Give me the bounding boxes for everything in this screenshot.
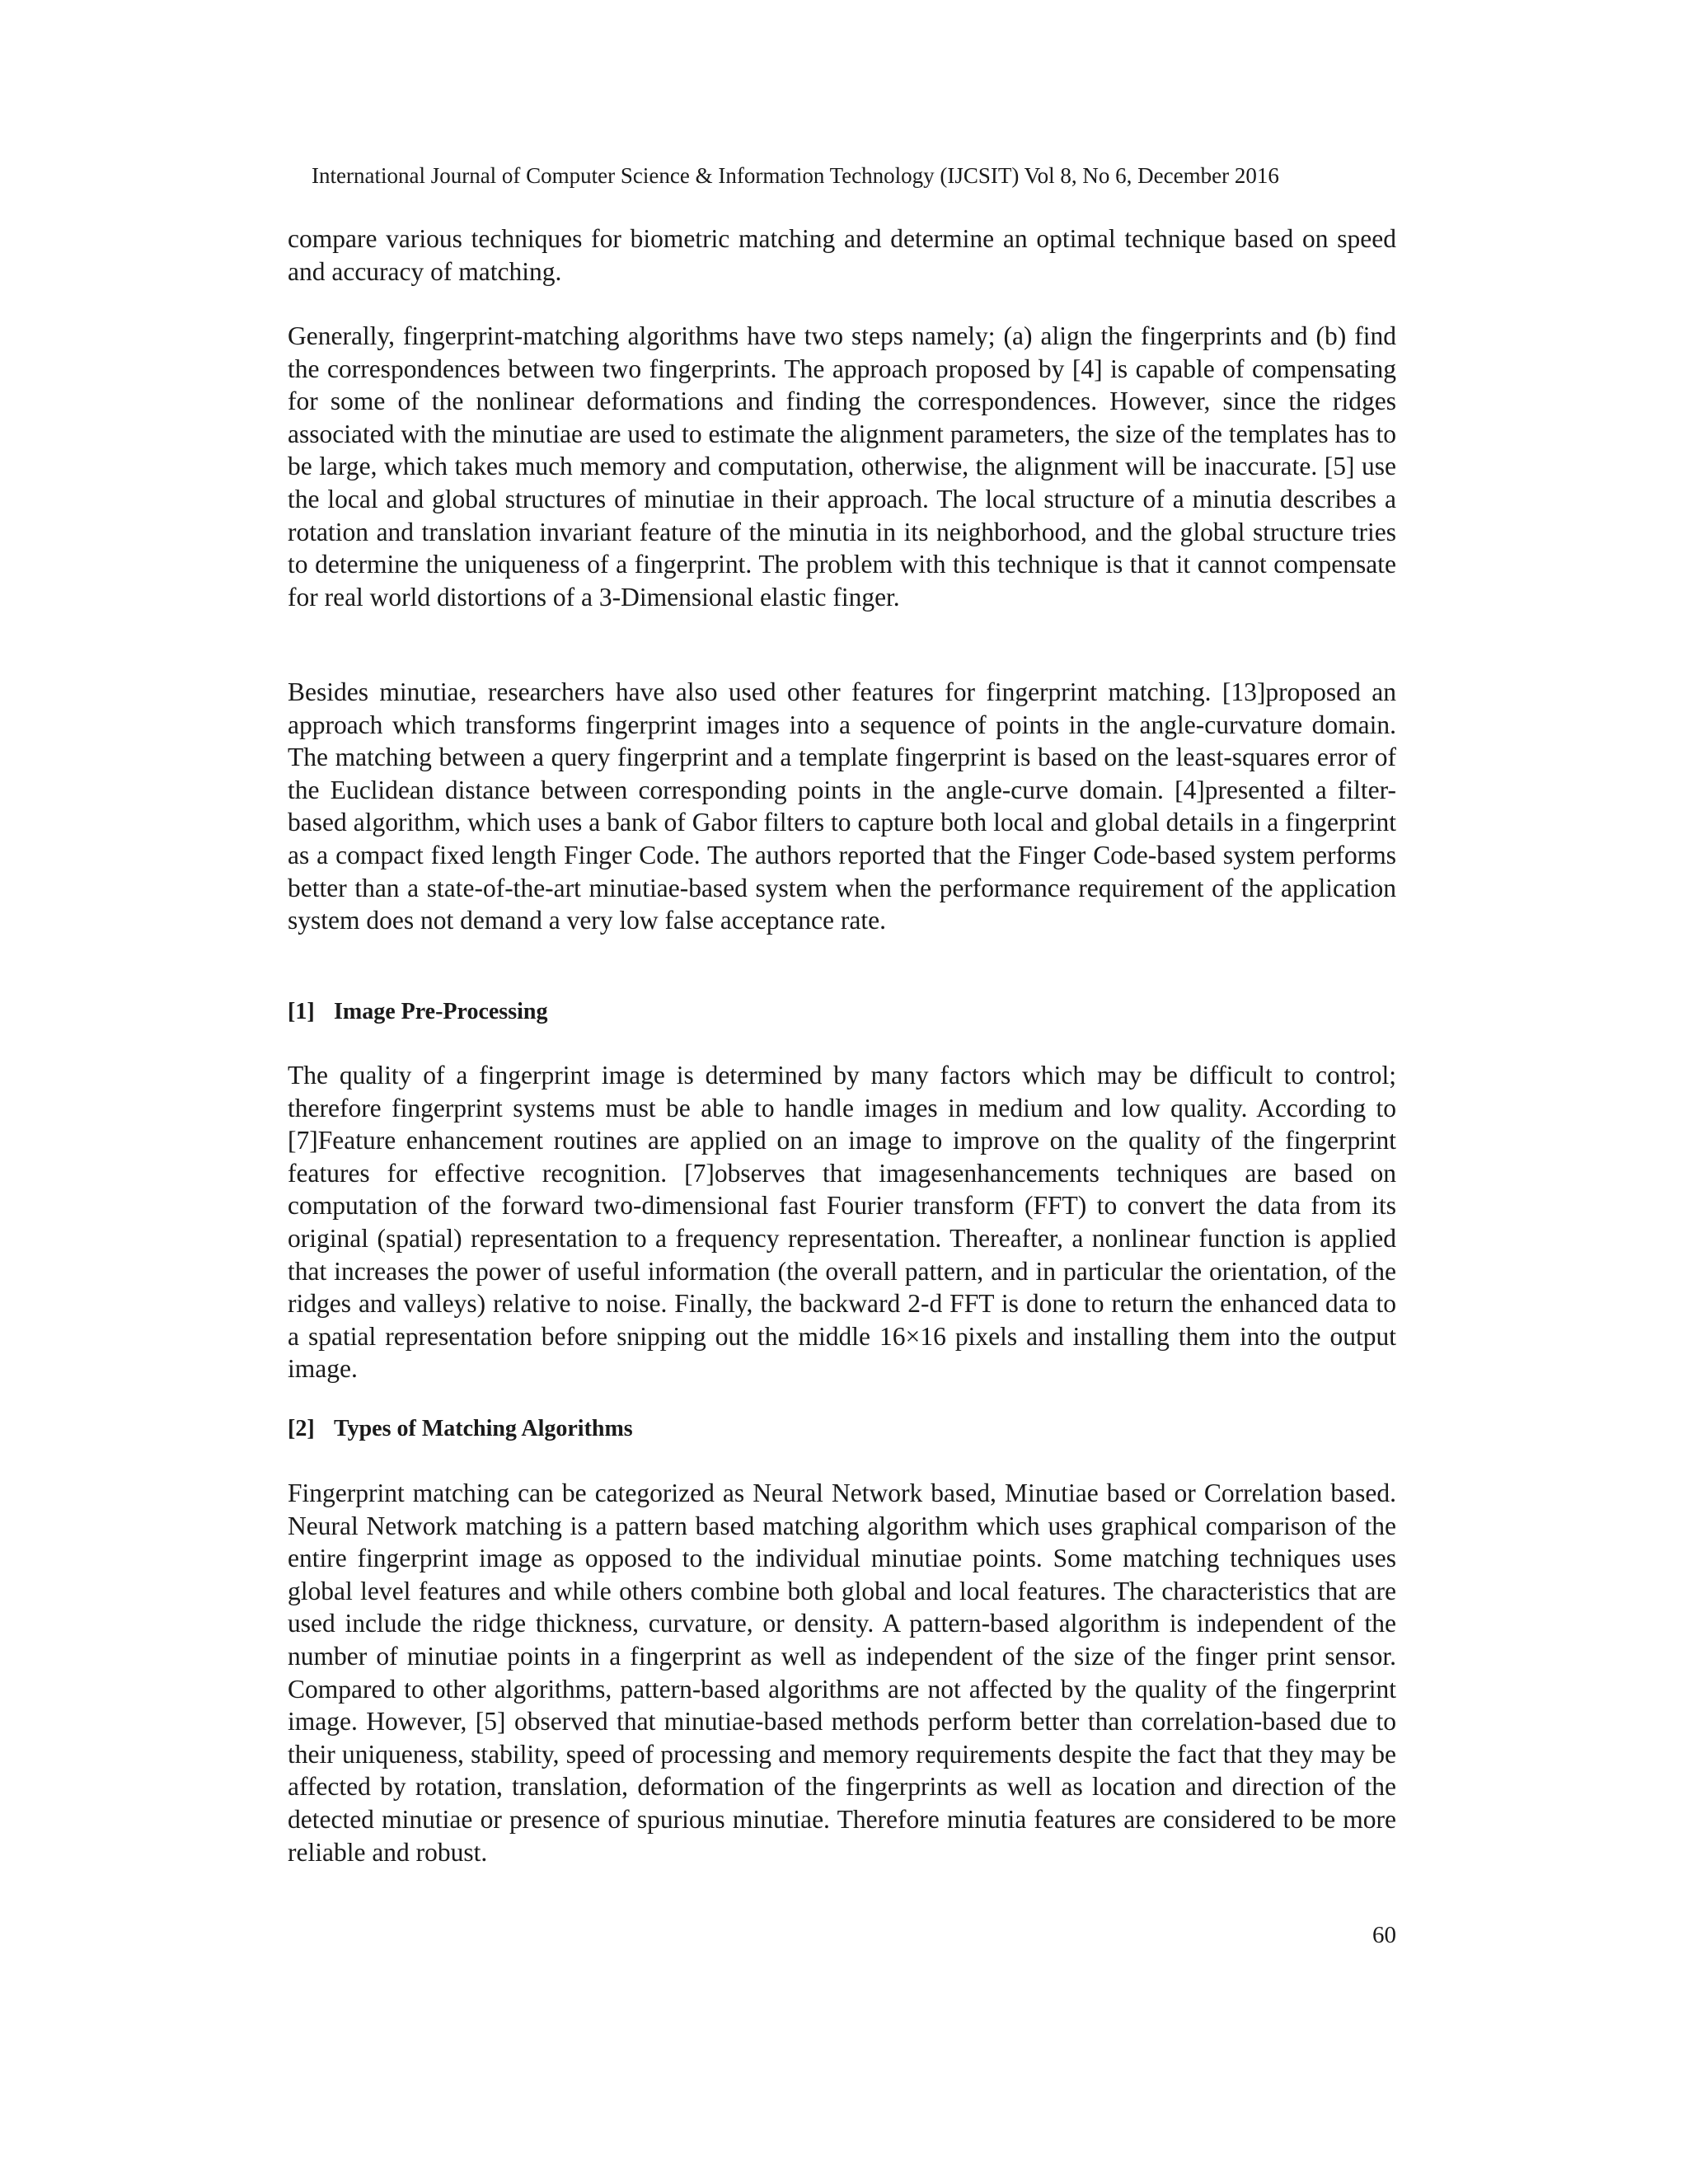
section-title: Types of Matching Algorithms [334, 1416, 633, 1441]
section-number: [2] [288, 1416, 315, 1441]
running-header: International Journal of Computer Science & Information Technology (IJCSIT) Vol 8, No 6, December 2016 [312, 163, 1279, 188]
paragraph: Generally, fingerprint-matching algorithms have two steps namely; (a) align the fingerprints and (b) find the correspondences between two fingerprints. The approach proposed by [4] is capable of compensating for some of the nonlinear deformations and finding the correspondences. However, since the ridges associated with the minutiae are used to estimate the alignment parameters, the size of the templates has to be large, which takes much memory and computation, otherwise, the alignment will be inaccurate. [5] use the local and global structures of minutiae in their approach. The local structure of a minutia describes a rotation and translation invariant feature of the minutia in its neighborhood, and the global structure tries to determine the uniqueness of a fingerprint. The problem with this technique is that it cannot compensate for real world distortions of a 3-Dimensional elastic finger. [288, 321, 1396, 612]
paragraph-other-features [288, 676, 1396, 937]
page-number: 60 [1372, 1922, 1396, 1948]
paragraph-image-preprocessing [288, 1059, 1396, 1385]
paragraph-matching-steps [288, 320, 1396, 613]
paragraph-matching-algorithms [288, 1477, 1396, 1868]
section-number: [1] [288, 999, 315, 1024]
paragraph: compare various techniques for biometric matching and determine an optimal technique based on speed and accuracy of matching. [288, 224, 1396, 286]
section-heading-2 [288, 1414, 1396, 1444]
paragraph: Besides minutiae, researchers have also used other features for fingerprint matching. [13]proposed an approach which transforms fingerprint images into a sequence of points in the angle-curvature domain. The matching between a query fingerprint and a template fingerprint is based on the least-squares error of the Euclidean distance between corresponding points in the angle-curve domain. [4]presented a filter-based algorithm, which uses a bank of Gabor filters to capture both local and global details in a fingerprint as a compact fixed length Finger Code. The authors reported that the Finger Code-based system performs better than a state-of-the-art minutiae-based system when the performance requirement of the application system does not demand a very low false acceptance rate. [288, 677, 1396, 935]
paragraph-intro-continued [288, 223, 1396, 288]
section-title: Image Pre-Processing [334, 999, 548, 1024]
section-heading-1 [288, 997, 1396, 1027]
paragraph: The quality of a fingerprint image is determined by many factors which may be difficult to control; therefore fingerprint systems must be able to handle images in medium and low quality. According to [7]Feature enhancement routines are applied on an image to improve on the quality of the fingerprint features for effective recognition. [7]observes that imagesenhancements techniques are based on computation of the forward two-dimensional fast Fourier transform (FFT) to convert the data from its original (spatial) representation to a frequency representation. Thereafter, a nonlinear function is applied that increases the power of useful information (the overall pattern, and in particular the orientation, of the ridges and valleys) relative to noise. Finally, the backward 2-d FFT is done to return the enhanced data to a spatial representation before snipping out the middle 16×16 pixels and installing them into the output image. [288, 1061, 1396, 1384]
paragraph: Fingerprint matching can be categorized as Neural Network based, Minutiae based or Correlation based. Neural Network matching is a pattern based matching algorithm which uses graphical comparison of the entire fingerprint image as opposed to the individual minutiae points. Some matching techniques uses global level features and while others combine both global and local features. The characteristics that are used include the ridge thickness, curvature, or density. A pattern-based algorithm is independent of the number of minutiae points in a fingerprint as well as independent of the size of the finger print sensor. Compared to other algorithms, pattern-based algorithms are not affected by the quality of the fingerprint image. However, [5] observed that minutiae-based methods perform better than correlation-based due to their uniqueness, stability, speed of processing and memory requirements despite the fact that they may be affected by rotation, translation, deformation of the fingerprints as well as location and direction of the detected minutiae or presence of spurious minutiae. Therefore minutia features are considered to be more reliable and robust. [288, 1479, 1396, 1867]
